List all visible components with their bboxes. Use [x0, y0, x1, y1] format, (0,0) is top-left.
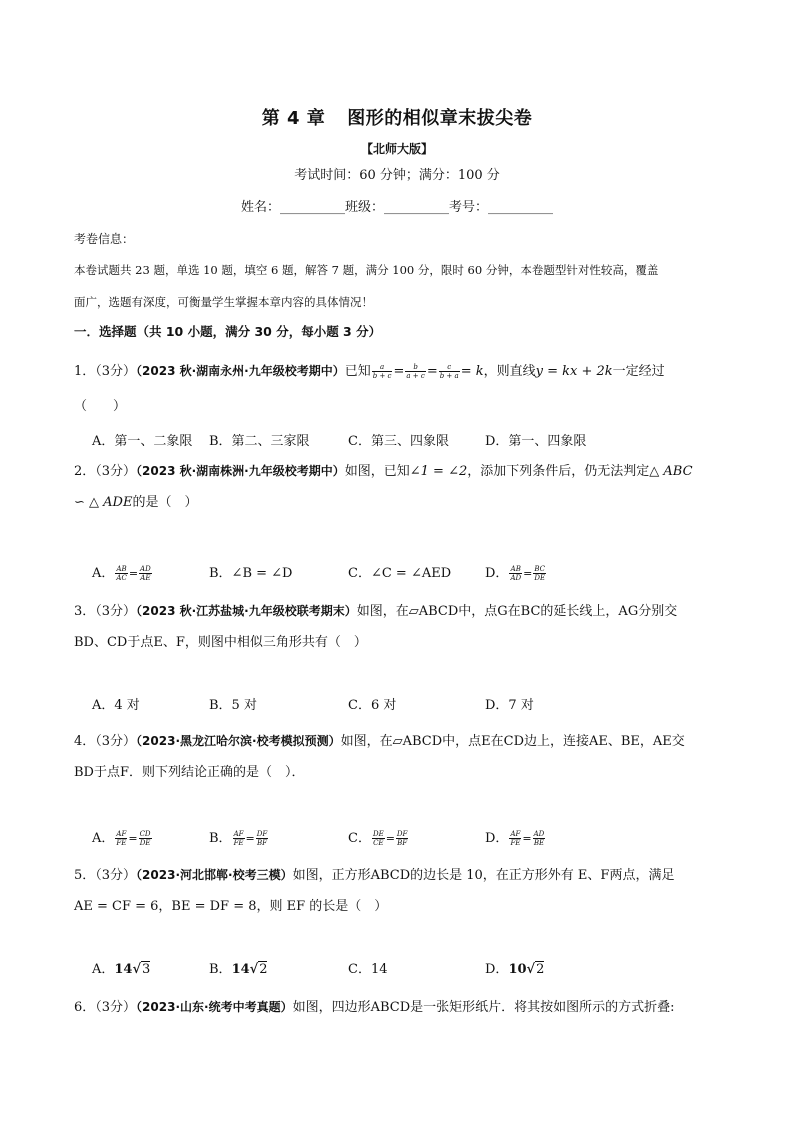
- q2-d-num1: AB: [510, 565, 521, 573]
- q4-d-n1: AF: [510, 830, 521, 838]
- q2-line2-text: 的是（ ）: [132, 495, 198, 510]
- q4-line-2: BD于点F．则下列结论正确的是（ ）．: [74, 765, 305, 780]
- q4-line-1: 如图，在▱ABCD中，点E在CD边上，连接AE、BE，AE交: [340, 734, 685, 749]
- q4-a-d1: FE: [116, 839, 127, 847]
- q4-c-n1: DE: [372, 830, 384, 838]
- q4-b-frac-1: [233, 830, 245, 847]
- q1-source: （2023 秋·湖南永州·九年级校考期中）: [136, 364, 345, 378]
- q1-option-a[interactable]: A．第一、二象限: [92, 434, 193, 449]
- q2-a-den2: AE: [140, 574, 151, 582]
- q1-eq-1: =: [393, 364, 405, 379]
- q5-a-coef: 14: [114, 962, 133, 977]
- q4-option-c[interactable]: C． $\frac{DE}{CE}$ = $\frac{DF}{BF}$: [348, 830, 408, 847]
- q5-number: 5．（3分）: [74, 868, 137, 883]
- question-2: [74, 456, 722, 487]
- question-6: [74, 992, 734, 1023]
- q2-a-den1: AC: [116, 574, 127, 582]
- q3-option-a[interactable]: A．4 对: [92, 698, 140, 713]
- q1-option-d[interactable]: D．第一、四象限: [485, 434, 587, 449]
- q5-option-b[interactable]: B．14√2: [209, 962, 268, 977]
- q5-b-radicand: 2: [259, 962, 268, 977]
- q1-fraction-3: [439, 363, 460, 380]
- q4-a-n1: AF: [116, 830, 127, 838]
- q2-text-b: ，添加下列条件后，仍无法判定: [467, 464, 650, 479]
- q4-c-d2: BF: [397, 839, 408, 847]
- q5-d-radicand: 2: [536, 962, 545, 977]
- q4-b-frac-2: [256, 830, 268, 847]
- q2-option-c[interactable]: C．∠C = ∠AED: [348, 566, 452, 581]
- q2-line-2: [74, 488, 722, 518]
- q4-number: 4．（3分）: [74, 734, 137, 749]
- q5-b-label: B．: [209, 962, 232, 977]
- title-chapter: 第 4 章: [261, 108, 326, 129]
- q5-b-coef: 14: [231, 962, 250, 977]
- q5-line-1: 如图，正方形ABCD的边长是 10，在正方形外有 E、F两点，满足: [292, 868, 675, 883]
- q1-text-a: 已知: [344, 364, 371, 379]
- q3-line-1: 如图，在▱ABCD中，点G在BC的延长线上，AG分别交: [356, 604, 678, 619]
- q2-number: 2．（3分）: [74, 464, 137, 479]
- q2-d-den2: DE: [534, 574, 546, 582]
- q2-option-a[interactable]: A． $\frac{AB}{AC}$ = $\frac{AD}{AE}$: [92, 565, 151, 582]
- q6-source: （2023·山东·统考中考真题）: [136, 1000, 293, 1014]
- q4-c-frac-1: [372, 830, 385, 847]
- q5-c-value: 14: [370, 962, 388, 977]
- q5-a-label: A．: [92, 962, 115, 977]
- q1-line-expr: y = kx + 2k: [535, 364, 613, 379]
- q5-c-label: C．: [348, 962, 371, 977]
- edition-label: 【北师大版】: [360, 142, 433, 156]
- q1-frac1-num: a: [372, 363, 393, 372]
- q1-options: [92, 430, 732, 454]
- q2-a-frac-1: [115, 565, 127, 582]
- q5-a-radicand: 3: [142, 962, 151, 977]
- q4-a-frac-2: [139, 830, 152, 847]
- q2-text-a: 如图，已知: [344, 464, 410, 479]
- q4-c-label: C．: [348, 831, 371, 846]
- q4-d-label: D．: [485, 831, 509, 846]
- section-heading: 一．选择题（共 10 小题，满分 30 分，每小题 3 分）: [74, 324, 382, 339]
- q2-d-label: D．: [485, 566, 509, 581]
- question-3: [74, 596, 722, 627]
- q2-d-num2: BC: [534, 565, 546, 573]
- notes-line-2: 面广，选题有深度，可衡量学生掌握本章内容的具体情况！: [74, 295, 373, 309]
- q4-a-d2: DE: [139, 839, 151, 847]
- q2-triangle-1: △ ABC: [649, 464, 693, 479]
- q1-fraction-1: [372, 363, 393, 380]
- q4-option-b[interactable]: B． $\frac{AF}{FE}$ = $\frac{DF}{BF}$: [209, 830, 268, 847]
- q2-angles: ∠1 = ∠2: [409, 464, 468, 479]
- q2-a-num2: AD: [140, 565, 151, 573]
- q4-d-d2: BE: [533, 839, 545, 847]
- q2-option-d[interactable]: D． $\frac{AB}{AD}$ = $\frac{BC}{DE}$: [485, 565, 546, 582]
- q2-a-frac-2: [139, 565, 152, 582]
- notes-line-1: 本卷试题共 23 题，单选 10 题，填空 6 题，解答 7 题，满分 100 分，限时 60 分钟，本卷题型针对性较高，覆盖: [74, 263, 659, 277]
- q1-eq-k: = k: [460, 364, 484, 379]
- q5-d-label: D．: [485, 962, 509, 977]
- q1-frac3-num: c: [439, 363, 460, 372]
- q4-a-frac-1: [115, 830, 127, 847]
- q4-option-d[interactable]: D． $\frac{AF}{FE}$ = $\frac{AD}{BE}$: [485, 830, 545, 847]
- q4-b-d1: FE: [233, 839, 244, 847]
- q5-line-2: AE = CF = 6，BE = DF = 8，则 EF 的长是（ ）: [74, 899, 388, 914]
- q1-frac3-den: b + a: [439, 372, 459, 380]
- q6-line-1: 如图，四边形ABCD是一张矩形纸片．将其按如图所示的方式折叠:: [292, 1000, 675, 1015]
- q4-b-label: B．: [209, 831, 232, 846]
- q4-source: （2023·黑龙江哈尔滨·校考模拟预测）: [136, 734, 341, 748]
- q2-d-den1: AD: [510, 574, 522, 582]
- q2-source: （2023 秋·湖南株洲·九年级校考期中）: [136, 464, 345, 478]
- q4-d-frac-1: [509, 830, 521, 847]
- q4-d-frac-2: [533, 830, 546, 847]
- q3-number: 3．（3分）: [74, 604, 137, 619]
- q4-b-d2: BF: [256, 839, 267, 847]
- q3-option-d[interactable]: D．7 对: [485, 698, 534, 713]
- q3-source: （2023 秋·江苏盐城·九年级校联考期末）: [136, 604, 357, 618]
- q4-a-n2: CD: [139, 830, 151, 838]
- page-title: [0, 104, 794, 130]
- question-5: [74, 860, 722, 891]
- q1-number: 1．（3分）: [74, 364, 137, 379]
- q4-c-d1: CE: [373, 839, 384, 847]
- q1-frac2-num: b: [405, 363, 425, 372]
- q4-d-n2: AD: [533, 830, 545, 838]
- q5-option-a[interactable]: A．14√3: [92, 962, 151, 977]
- q5-option-d[interactable]: D．10√2: [485, 962, 545, 977]
- q4-b-n2: DF: [256, 830, 268, 838]
- q5-option-c[interactable]: [348, 958, 388, 977]
- q2-a-label: A．: [92, 566, 115, 581]
- q5-source: （2023·河北邯郸·校考三模）: [136, 868, 293, 882]
- q1-option-c[interactable]: C．第三、四象限: [348, 434, 449, 449]
- q4-option-a[interactable]: A． $\frac{AF}{FE}$ = $\frac{CD}{DE}$: [92, 830, 151, 847]
- q1-eq-2: =: [426, 364, 438, 379]
- q1-option-b[interactable]: B．第二、三家限: [209, 434, 310, 449]
- q5-d-coef: 10: [508, 962, 527, 977]
- q1-frac2-den: a + c: [406, 372, 425, 380]
- question-4: [74, 726, 722, 757]
- q4-c-frac-2: [396, 830, 408, 847]
- q3-line-2: BD、CD于点E、F，则图中相似三角形共有（ ）: [74, 635, 367, 650]
- q2-triangle-2: ∽ △ ADE: [74, 495, 133, 510]
- q1-blank: （ ）: [74, 399, 127, 414]
- q6-number: 6．（3分）: [74, 1000, 137, 1015]
- q1-text-b: ，则直线: [483, 364, 536, 379]
- student-info-line: 姓名：__________班级：__________考号：__________: [240, 200, 553, 215]
- q4-a-label: A．: [92, 831, 115, 846]
- q2-options: [92, 562, 732, 586]
- q2-d-frac-1: [509, 565, 522, 582]
- q4-d-d1: FE: [510, 839, 521, 847]
- q1-fraction-2: [405, 363, 425, 380]
- q5-options: [92, 958, 732, 982]
- q3-option-c[interactable]: C．6 对: [348, 698, 397, 713]
- q4-c-n2: DF: [396, 830, 408, 838]
- q1-frac1-den: b + c: [372, 372, 392, 380]
- exam-time: 考试时间：60 分钟；满分：100 分: [294, 168, 500, 183]
- q4-b-n1: AF: [233, 830, 244, 838]
- q1-text-c: 一定经过: [612, 364, 665, 379]
- notes-label: 考卷信息：: [74, 232, 135, 246]
- question-1: [74, 356, 722, 387]
- q2-a-num1: AB: [116, 565, 127, 573]
- q2-option-b[interactable]: B．∠B = ∠D: [209, 566, 293, 581]
- q4-options: [92, 827, 732, 851]
- q2-d-frac-2: [533, 565, 546, 582]
- q3-options: [92, 694, 732, 718]
- q3-option-b[interactable]: B．5 对: [209, 698, 257, 713]
- title-text: 图形的相似章末拔尖卷: [347, 108, 533, 129]
